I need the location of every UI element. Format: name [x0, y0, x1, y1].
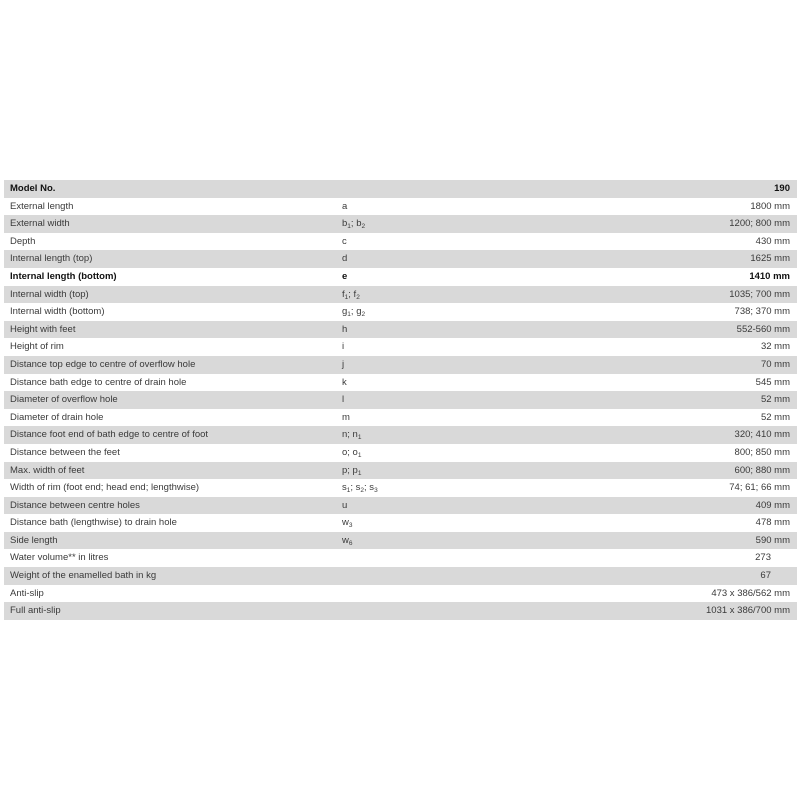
table-row	[4, 286, 797, 304]
row-dimension-symbol: n; $n_1$	[342, 429, 362, 442]
row-dimension-symbol: $s_1$; $s_2$; $s_3$	[342, 482, 378, 495]
row-label: Internal width (top)	[10, 288, 89, 300]
row-dimension-symbol: i	[342, 341, 345, 353]
table-row	[4, 549, 797, 567]
table-row	[4, 321, 797, 339]
row-value: 1035; 700 mm	[729, 288, 790, 300]
row-dimension-symbol: o; $o_1$	[342, 446, 362, 459]
row-label: Diameter of drain hole	[10, 411, 104, 423]
table-row	[4, 303, 797, 321]
header-symbol	[336, 180, 528, 198]
header-model-number: 190	[774, 183, 790, 194]
table-row	[4, 268, 797, 286]
row-dimension-symbol: $b_1$; $b_2$	[342, 218, 366, 231]
row-dimension-symbol: k	[342, 376, 347, 388]
row-label: Side length	[10, 534, 58, 546]
row-value: 409 mm	[755, 499, 790, 511]
table-row	[4, 479, 797, 497]
row-value: 590 mm	[755, 534, 790, 546]
row-dimension-symbol: u	[342, 499, 348, 511]
row-dimension-symbol: a	[342, 200, 348, 212]
row-value: 74; 61; 66 mm	[729, 482, 790, 494]
table-row	[4, 497, 797, 515]
table-row	[4, 444, 797, 462]
row-value: 478 mm	[755, 517, 790, 529]
table-row	[4, 374, 797, 392]
row-value: 273	[755, 552, 771, 564]
row-value: 67	[760, 570, 771, 582]
row-label: Height of rim	[10, 341, 64, 353]
spec-table	[4, 180, 797, 620]
row-label: Width of rim (foot end; head end; lengthwise)	[10, 482, 200, 494]
row-label: Water volume** in litres	[10, 552, 109, 564]
row-value: 1800 mm	[750, 200, 790, 212]
table-row	[4, 602, 797, 620]
row-label: Distance bath edge to centre of drain hole	[10, 376, 187, 388]
row-value: 52 mm	[760, 394, 790, 406]
row-dimension-symbol: d	[342, 253, 348, 265]
table-row	[4, 514, 797, 532]
row-value: 430 mm	[755, 235, 790, 247]
table-row	[4, 233, 797, 251]
header-label: Model No.	[10, 183, 56, 194]
row-dimension-symbol: $g_1$; $g_2$	[342, 306, 366, 319]
row-label: External length	[10, 200, 74, 212]
row-value: 320; 410 mm	[734, 429, 790, 441]
row-label: Anti-slip	[10, 587, 44, 599]
row-label: Distance between the feet	[10, 446, 120, 458]
table-row	[4, 215, 797, 233]
row-value: 552-560 mm	[736, 323, 790, 335]
table-row	[4, 585, 797, 603]
table-row	[4, 426, 797, 444]
spec-table-body	[4, 180, 797, 620]
row-value: 70 mm	[760, 358, 790, 370]
row-label: Depth	[10, 235, 36, 247]
row-label: Distance bath (lengthwise) to drain hole	[10, 517, 177, 529]
row-value: 545 mm	[755, 376, 790, 388]
row-dimension-symbol: $w_3$	[342, 517, 353, 530]
row-label: Distance between centre holes	[10, 499, 140, 511]
row-value: 32 mm	[760, 341, 790, 353]
table-row	[4, 567, 797, 585]
row-value: 738; 370 mm	[734, 306, 790, 318]
row-label: Full anti-slip	[10, 605, 61, 617]
row-value: 52 mm	[760, 411, 790, 423]
row-dimension-symbol: $f_1$; $f_2$	[342, 288, 360, 301]
row-label: Internal width (bottom)	[10, 306, 105, 318]
row-dimension-symbol: $w_6$	[342, 534, 353, 547]
row-value: 1410 mm	[749, 270, 790, 282]
row-label: Distance foot end of bath edge to centre of foot	[10, 429, 209, 441]
row-label: Diameter of overflow hole	[10, 394, 118, 406]
row-label: Weight of the enamelled bath in kg	[10, 570, 157, 582]
row-dimension-symbol: p; $p_1$	[342, 464, 362, 477]
row-label: Internal length (top)	[10, 253, 93, 265]
table-row	[4, 198, 797, 216]
row-dimension-symbol	[336, 585, 528, 603]
row-dimension-symbol	[336, 602, 528, 620]
row-value: 1625 mm	[750, 253, 790, 265]
row-value: 800; 850 mm	[734, 446, 790, 458]
row-value: 1031 x 386/700 mm	[706, 605, 790, 617]
table-row	[4, 338, 797, 356]
row-label: Distance top edge to centre of overflow hole	[10, 358, 196, 370]
table-row	[4, 462, 797, 480]
row-dimension-symbol: h	[342, 323, 348, 335]
row-dimension-symbol	[336, 567, 528, 585]
row-label: Max. width of feet	[10, 464, 85, 476]
header-row	[4, 180, 797, 198]
row-dimension-symbol: j	[342, 358, 345, 370]
row-dimension-symbol: c	[342, 235, 347, 247]
row-label: Internal length (bottom)	[10, 270, 117, 282]
row-value: 600; 880 mm	[734, 464, 790, 476]
table-row	[4, 391, 797, 409]
table-row	[4, 532, 797, 550]
row-dimension-symbol	[336, 549, 528, 567]
row-label: Height with feet	[10, 323, 76, 335]
table-row	[4, 356, 797, 374]
row-value: 1200; 800 mm	[729, 218, 790, 230]
table-row	[4, 250, 797, 268]
row-dimension-symbol: l	[342, 394, 345, 406]
row-dimension-symbol: e	[342, 270, 348, 282]
table-row	[4, 409, 797, 427]
row-label: External width	[10, 218, 70, 230]
row-dimension-symbol: m	[342, 411, 350, 423]
row-value: 473 x 386/562 mm	[711, 587, 790, 599]
